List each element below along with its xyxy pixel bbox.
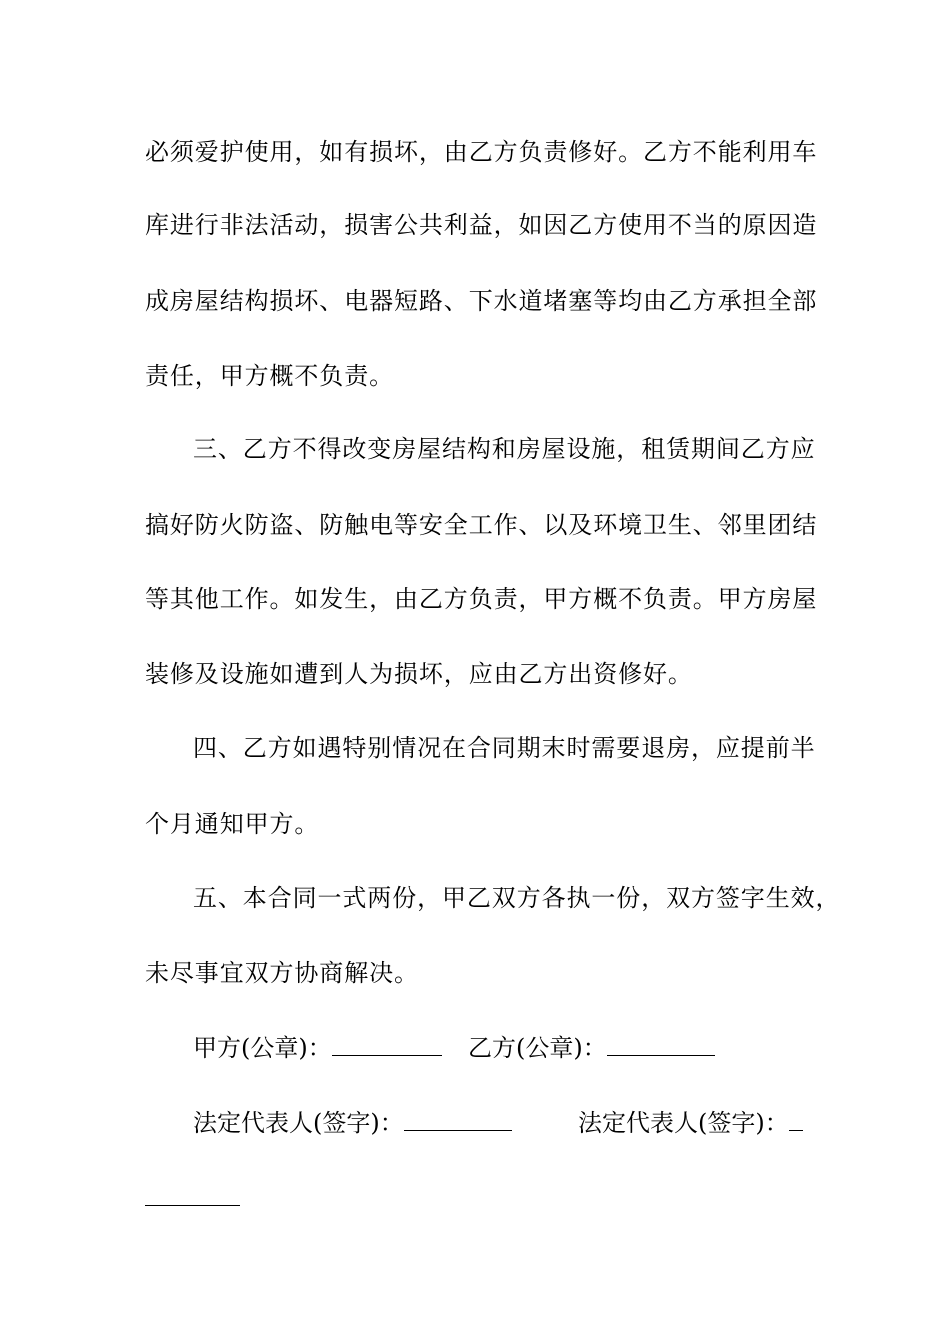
party-a-seal-blank[interactable] (332, 1033, 442, 1056)
body-line: 搞好防火防盗、防触电等安全工作、以及环境卫生、邻里团结 (145, 511, 818, 539)
party-a-seal-row (193, 1032, 442, 1064)
party-b-seal-label: 乙方(公章)： (468, 1034, 607, 1062)
body-line: 必须爱护使用，如有损坏，由乙方负责修好。乙方不能利用车 (145, 138, 818, 166)
party-a-seal-label: 甲方(公章)： (193, 1034, 332, 1062)
clause-four-line: 四、乙方如遇特别情况在合同期末时需要退房，应提前半 (193, 734, 816, 762)
party-a-rep-row (193, 1107, 512, 1139)
body-line: 个月通知甲方。 (145, 810, 320, 838)
party-a-rep-blank[interactable] (404, 1108, 512, 1131)
party-b-seal-blank[interactable] (607, 1033, 715, 1056)
body-line: 责任，甲方概不负责。 (145, 362, 394, 390)
party-b-rep-row (578, 1107, 803, 1139)
party-b-rep-blank-start[interactable] (789, 1108, 803, 1131)
party-b-rep-blank-continued[interactable] (145, 1205, 240, 1206)
party-b-seal-row (468, 1032, 715, 1064)
body-line: 等其他工作。如发生，由乙方负责，甲方概不负责。甲方房屋 (145, 585, 818, 613)
party-a-rep-label: 法定代表人(签字)： (193, 1109, 404, 1137)
body-line: 库进行非法活动，损害公共利益，如因乙方使用不当的原因造 (145, 211, 818, 239)
body-line: 成房屋结构损坏、电器短路、下水道堵塞等均由乙方承担全部 (145, 287, 818, 315)
body-line: 装修及设施如遭到人为损坏，应由乙方出资修好。 (145, 660, 693, 688)
party-b-rep-label: 法定代表人(签字)： (578, 1109, 789, 1137)
clause-three-line: 三、乙方不得改变房屋结构和房屋设施，租赁期间乙方应 (193, 435, 816, 463)
body-line: 未尽事宜双方协商解决。 (145, 959, 419, 987)
clause-five-line: 五、本合同一式两份，甲乙双方各执一份，双方签字生效， (193, 884, 841, 912)
